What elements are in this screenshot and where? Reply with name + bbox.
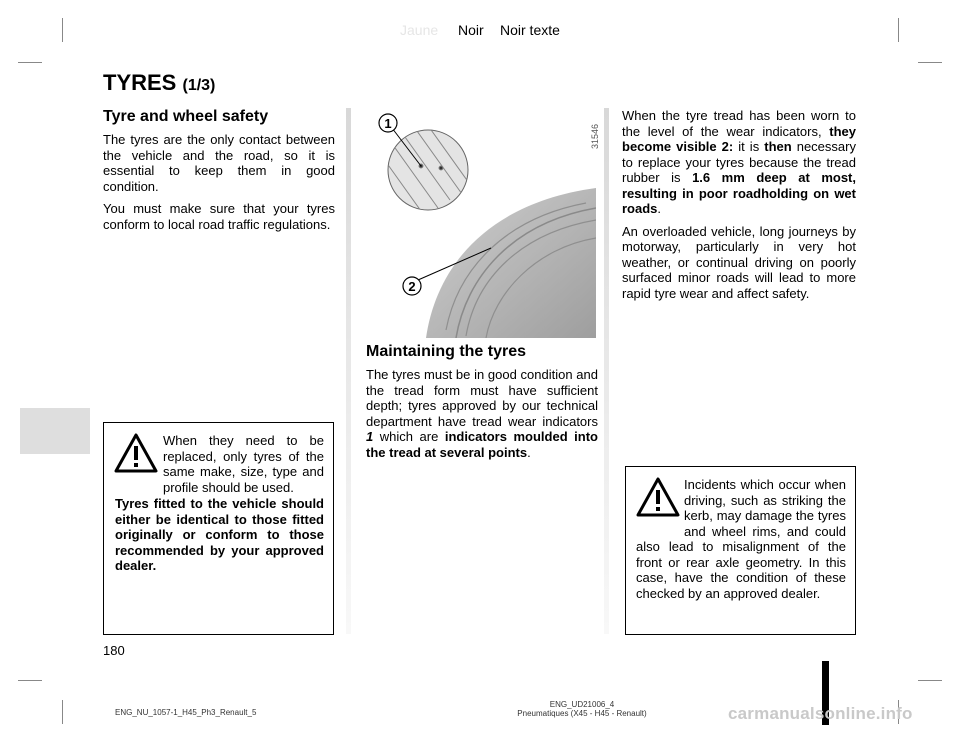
text-run: The tyres must be in good condition and the tread form must have sufficient depth; tyres approved by our technical department have tread wear indicators (366, 367, 598, 429)
section-body (622, 108, 856, 301)
section-maintaining-tyres (366, 343, 598, 460)
header-color-jaune: Jaune (400, 22, 439, 38)
tyre-illustration (366, 108, 600, 338)
paragraph (622, 108, 856, 217)
figure-number: 31546 (590, 124, 600, 150)
paragraph: The tyres are the only contact between the vehicle and the road, so it is essential to keep them in good condition. (103, 132, 335, 194)
page-title-sub: (1/3) (182, 77, 216, 94)
text-run: . (527, 444, 531, 460)
crop-mark (18, 680, 42, 681)
crop-mark (18, 62, 42, 63)
page-number: 180 (103, 643, 125, 658)
section-body (366, 367, 598, 460)
text-run: When the tyre tread has been worn to the level of the wear indicators, (622, 108, 856, 139)
text-bold: indicators moulded into the tread at several points (366, 429, 598, 460)
section-wear-indicators (622, 108, 856, 308)
crop-mark (62, 18, 63, 42)
section-tyre-wheel-safety (103, 108, 335, 239)
indicator-ref: 1 (366, 429, 374, 444)
crop-mark (898, 18, 899, 42)
column-divider (604, 108, 609, 634)
text-bold: they become visible 2: (622, 123, 856, 154)
section-body (103, 132, 335, 232)
crop-mark (62, 700, 63, 724)
warning-triangle-icon (114, 433, 158, 478)
watermark: carmanualsonline.info (728, 704, 913, 723)
chapter-tab (20, 408, 90, 454)
crop-mark (918, 62, 942, 63)
column-divider (346, 108, 351, 634)
figure-label-1: 1 (384, 116, 392, 131)
footer-section-id: ENG_UD21006_4 (549, 700, 615, 709)
section-heading: Maintaining the tyres (366, 343, 527, 360)
text-run: . (657, 201, 662, 216)
warning-box-replacement (103, 422, 334, 635)
crop-mark (918, 680, 942, 681)
warning-box-incidents (625, 466, 856, 635)
warning-body: Incidents which occur when driving, such as striking the kerb, may damage the tyres and wheel rims, and could also lead to misalignment of the front or rear axle geometry. In this case, have the condition of these checked by an approved dealer. (636, 477, 846, 601)
header-color-noir: Noir (458, 22, 484, 38)
text-run: necessary to replace your tyres because the tread rubber is (622, 139, 856, 185)
figure-label-2: 2 (408, 279, 416, 294)
paragraph: You must make sure that your tyres conform to local road traffic regulations. (103, 201, 335, 232)
text-run: it is (733, 139, 765, 154)
text-bold: then (764, 139, 792, 154)
warning-intro: When they need to be replaced, only tyres of the same make, size, type and profile should be used. (163, 433, 324, 495)
warning-bold: Tyres fitted to the vehicle should either be identical to those fitted originally or conform to those recommended by your approved dealer. (115, 496, 324, 573)
paragraph: An overloaded vehicle, long journeys by motorway, particularly in very hot weather, or continual driving on poorly surfaced minor roads will lead to more rapid tyre wear and affect safety. (622, 223, 856, 301)
section-heading: Tyre and wheel safety (103, 108, 269, 125)
header-color-noir-texte: Noir texte (500, 22, 560, 38)
page-title-main: TYRES (103, 70, 177, 95)
warning-text (636, 477, 846, 601)
footer-section-code (512, 700, 652, 718)
footer-section-name: Pneumatiques (X45 - H45 - Renault) (517, 709, 647, 718)
text-run: which are (373, 429, 445, 444)
footer-doc-code: ENG_NU_1057-1_H45_Ph3_Renault_5 (115, 708, 257, 717)
text-bold: 1.6 mm deep at most, resulting in poor roadholding on wet roads (622, 170, 856, 216)
page-title (103, 70, 215, 96)
